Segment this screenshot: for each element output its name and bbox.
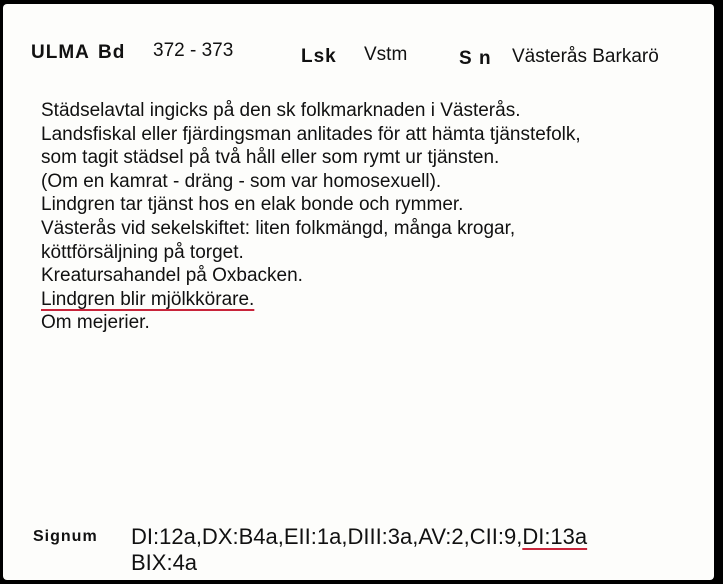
card-notes (41, 99, 581, 335)
bd-value: 372 - 373 (153, 40, 234, 61)
signum-value (131, 524, 587, 576)
note-line: Städselavtal ingicks på den sk folkmarknaden i Västerås. (41, 100, 521, 121)
archive-label: ULMA (31, 42, 90, 63)
signum-label: Signum (33, 528, 98, 545)
bd-label: Bd (98, 42, 126, 63)
signum-codes-line2: BIX:4a (131, 550, 198, 575)
signum-codes: DI:12a,DX:B4a,EII:1a,DIII:3a,AV:2,CII:9, (131, 524, 523, 549)
lsk-label: Lsk (301, 46, 337, 67)
note-line: Kreatursahandel på Oxbacken. (41, 265, 303, 287)
note-line: Landsfiskal eller fjärdingsman anlitades för att hämta tjänstefolk, (41, 123, 581, 145)
sn-value: Västerås Barkarö (512, 46, 659, 67)
lsk-value: Vstm (364, 44, 408, 65)
archive-card (3, 4, 714, 580)
sn-label: S n (459, 48, 492, 69)
note-line: som tagit städsel på två håll eller som rymt ur tjänsten. (41, 147, 500, 169)
note-line: köttförsäljning på torget. (41, 241, 244, 263)
note-line-underlined: Lindgren blir mjölkkörare. (41, 288, 255, 310)
note-line: Lindgren tar tjänst hos en elak bonde och rymmer. (41, 194, 464, 216)
note-line: Om mejerier. (41, 312, 150, 334)
note-line: Västerås vid sekelskiftet: liten folkmängd, många krogar, (41, 217, 516, 239)
signum-code-underlined: DI:13a (522, 524, 588, 549)
note-line: (Om en kamrat - dräng - som var homosexuell). (41, 170, 442, 192)
